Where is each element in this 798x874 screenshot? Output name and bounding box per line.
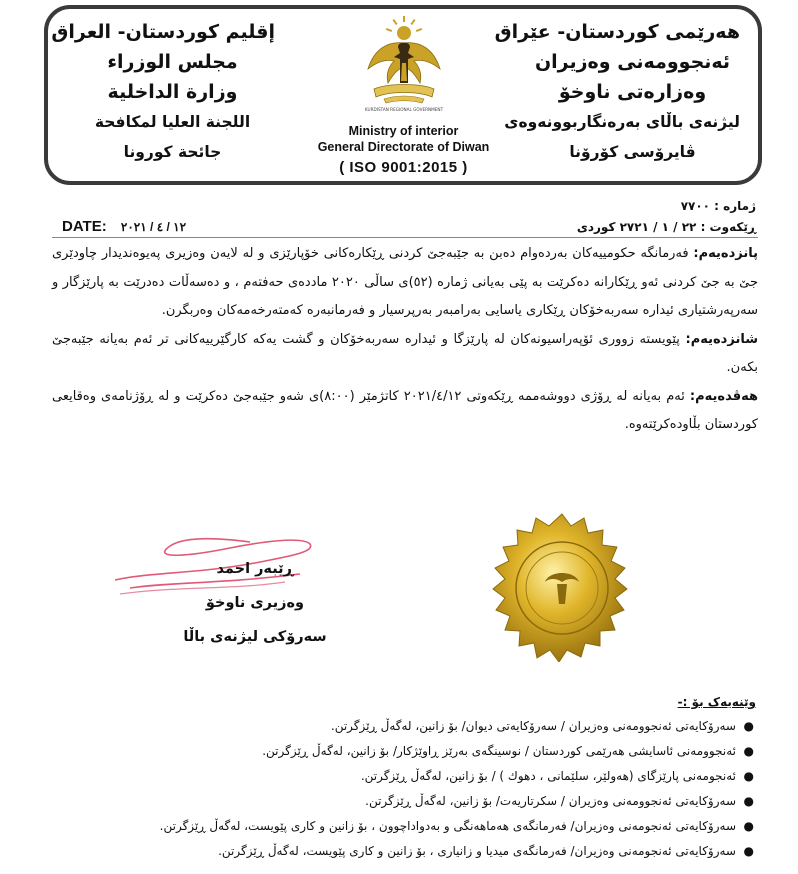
bullet-icon: ●	[743, 819, 754, 833]
committee-title-arabic: اللجنة العليا لمكافحة	[94, 113, 251, 131]
signatory-role: سەرۆکی لیژنەی باڵا	[183, 629, 327, 645]
corona-title-kurdish: ڤایرۆسی کۆرۆنا	[569, 143, 696, 161]
list-item	[196, 739, 756, 764]
list-item-text: سەرۆکایەتی ئەنجومەنی وەزیران/ فەرمانگەی میدیا و زانیاری ، بۆ زانین و کاری پێویست، لەگەڵ ڕێزگرتن.	[218, 844, 736, 858]
bullet-icon: ●	[743, 719, 754, 733]
list-item	[196, 839, 756, 864]
list-item	[196, 764, 756, 789]
header-divider	[52, 237, 758, 238]
letterhead-kurdish	[494, 17, 740, 167]
distribution-title: وێنەیەک بۆ :-	[677, 695, 756, 709]
bullet-icon: ●	[743, 794, 754, 808]
iso-certification: ( ISO 9001:2015 )	[339, 159, 468, 176]
paragraph-seventeenth	[52, 383, 758, 440]
council-title-kurdish: ئەنجوومەنی وەزیران	[534, 51, 731, 73]
bullet-icon: ●	[743, 744, 754, 758]
directorate-english: General Directorate of Diwan	[317, 140, 490, 154]
date-label: DATE:	[62, 218, 107, 235]
list-item-text: ئەنجومەنی پارێزگای (هەولێر، سلێمانی ، دهوك ) / بۆ زانین، لەگەڵ ڕێزگرتن.	[360, 769, 736, 783]
list-item-text: سەرۆکایەتی ئەنجومەنی وەزیران/ فەرمانگەی هەماهەنگی و بەدواداچوون ، بۆ زانین و کاری پێویست، لەگەڵ ڕێزگرتن.	[159, 819, 736, 833]
reference-block	[577, 196, 756, 238]
region-title-arabic: إقليم كوردستان- العراق	[51, 21, 275, 43]
ministry-english: Ministry of interior	[348, 124, 459, 138]
ministry-title-arabic: وزارة الداخلية	[107, 81, 238, 103]
list-item	[159, 814, 756, 839]
paragraph-sixteenth	[52, 326, 758, 383]
reference-date-kurdish: ڕێکەوت : ٢٢ / ١ / ٢٧٢١ کوردی	[576, 220, 756, 234]
emblem-caption: KURDISTAN REGIONAL GOVERNMENT	[364, 107, 443, 112]
date-value: ١٢ / ٤ / ٢٠٢١	[120, 220, 187, 234]
paragraph-fifteenth-label: پانزدەیەم:	[693, 246, 758, 261]
kurdistan-emblem-icon	[358, 13, 450, 123]
document-body	[52, 240, 758, 440]
date-line	[62, 218, 186, 235]
bullet-icon: ●	[743, 769, 754, 783]
council-title-arabic: مجلس الوزراء	[107, 51, 238, 73]
paragraph-seventeenth-label: هەڤدەیەم:	[689, 388, 758, 404]
corona-title-arabic: جائحة كورونا	[123, 143, 222, 161]
list-item	[196, 714, 756, 739]
letterhead-center	[316, 13, 491, 176]
letterhead-arabic	[51, 17, 275, 167]
signatory-name: ڕێبەر احمد	[216, 561, 294, 577]
ministry-title-kurdish: وەزارەتی ناوخۆ	[558, 81, 707, 103]
region-title-kurdish: هەرێمی کوردستان- عێراق	[494, 21, 740, 43]
paragraph-fifteenth-text: فەرمانگە حکومییەکان بەردەوام دەبن بە جێبەجێ کردنی ڕێکارەکانی خۆپارێزی و لە لایەن وەزیری پەیوەندیدار چاودێری جێ بە جێ کردنی ئەو ڕێکارانە دەکرێت بە پێی بەیانی ژمارە (٥٢)ی ساڵی ٢٠٢٠ ماددەی حەفتەم ، و دەسەڵات دەدرێت بە پارێزگار و سەرپەرشتیاری ئیدارە سەربەخۆکان ڕێکاری یاسایی بەرامبەر بەرپرسیار و فەرمانبەرە کەمتەرخەمەکان وەربگرن.	[52, 246, 758, 318]
gold-seal-icon	[487, 512, 637, 662]
list-item-text: سەرۆکایەتی ئەنجوومەنی وەزیران / سکرتاریەت/ بۆ زانین، لەگەڵ ڕێزگرتن.	[365, 794, 736, 808]
paragraph-sixteenth-text: پێویستە زووری ئۆپەراسیونەکان لە پارێزگا و ئیدارە سەربەخۆکان و گشت یەکە کارگێرییەکانی تر ئەم بەیانە جێبەجێ بکەن.	[52, 331, 758, 375]
document-number: ژمارە : ٧٧٠٠	[680, 199, 756, 213]
paragraph-seventeenth-text: ئەم بەیانە لە ڕۆژی دووشەممە ڕێکەوتی ٢٠٢١/٤/١٢ کاتژمێر (٨:٠٠)ی شەو جێبەجێ دەکرێت و لە ڕۆژنامەی وەقایعی کوردستان بڵاودەکرێتەوە.	[52, 388, 758, 432]
distribution-list	[159, 690, 756, 864]
letterhead	[44, 5, 762, 185]
paragraph-fifteenth	[52, 240, 758, 326]
paragraph-sixteenth-label: شانزدەیەم:	[685, 331, 758, 347]
list-item-text: ئەنجوومەنی ئاسایشی هەرێمی کوردستان / نوسینگەی بەرێز ڕاوێژکار/ بۆ زانین، لەگەڵ ڕێزگرتن.	[262, 744, 736, 758]
signatory-title: وەزیری ناوخۆ	[205, 595, 305, 611]
committee-title-kurdish: لیژنەی باڵای بەرەنگاربوونەوەی	[504, 113, 740, 131]
list-item	[196, 789, 756, 814]
list-item-text: سەرۆکایەتی ئەنجوومەنی وەزیران / سەرۆکایەتی دیوان/ بۆ زانین، لەگەڵ ڕێزگرتن.	[330, 719, 736, 733]
bullet-icon: ●	[743, 844, 754, 858]
signature-block	[150, 552, 360, 654]
